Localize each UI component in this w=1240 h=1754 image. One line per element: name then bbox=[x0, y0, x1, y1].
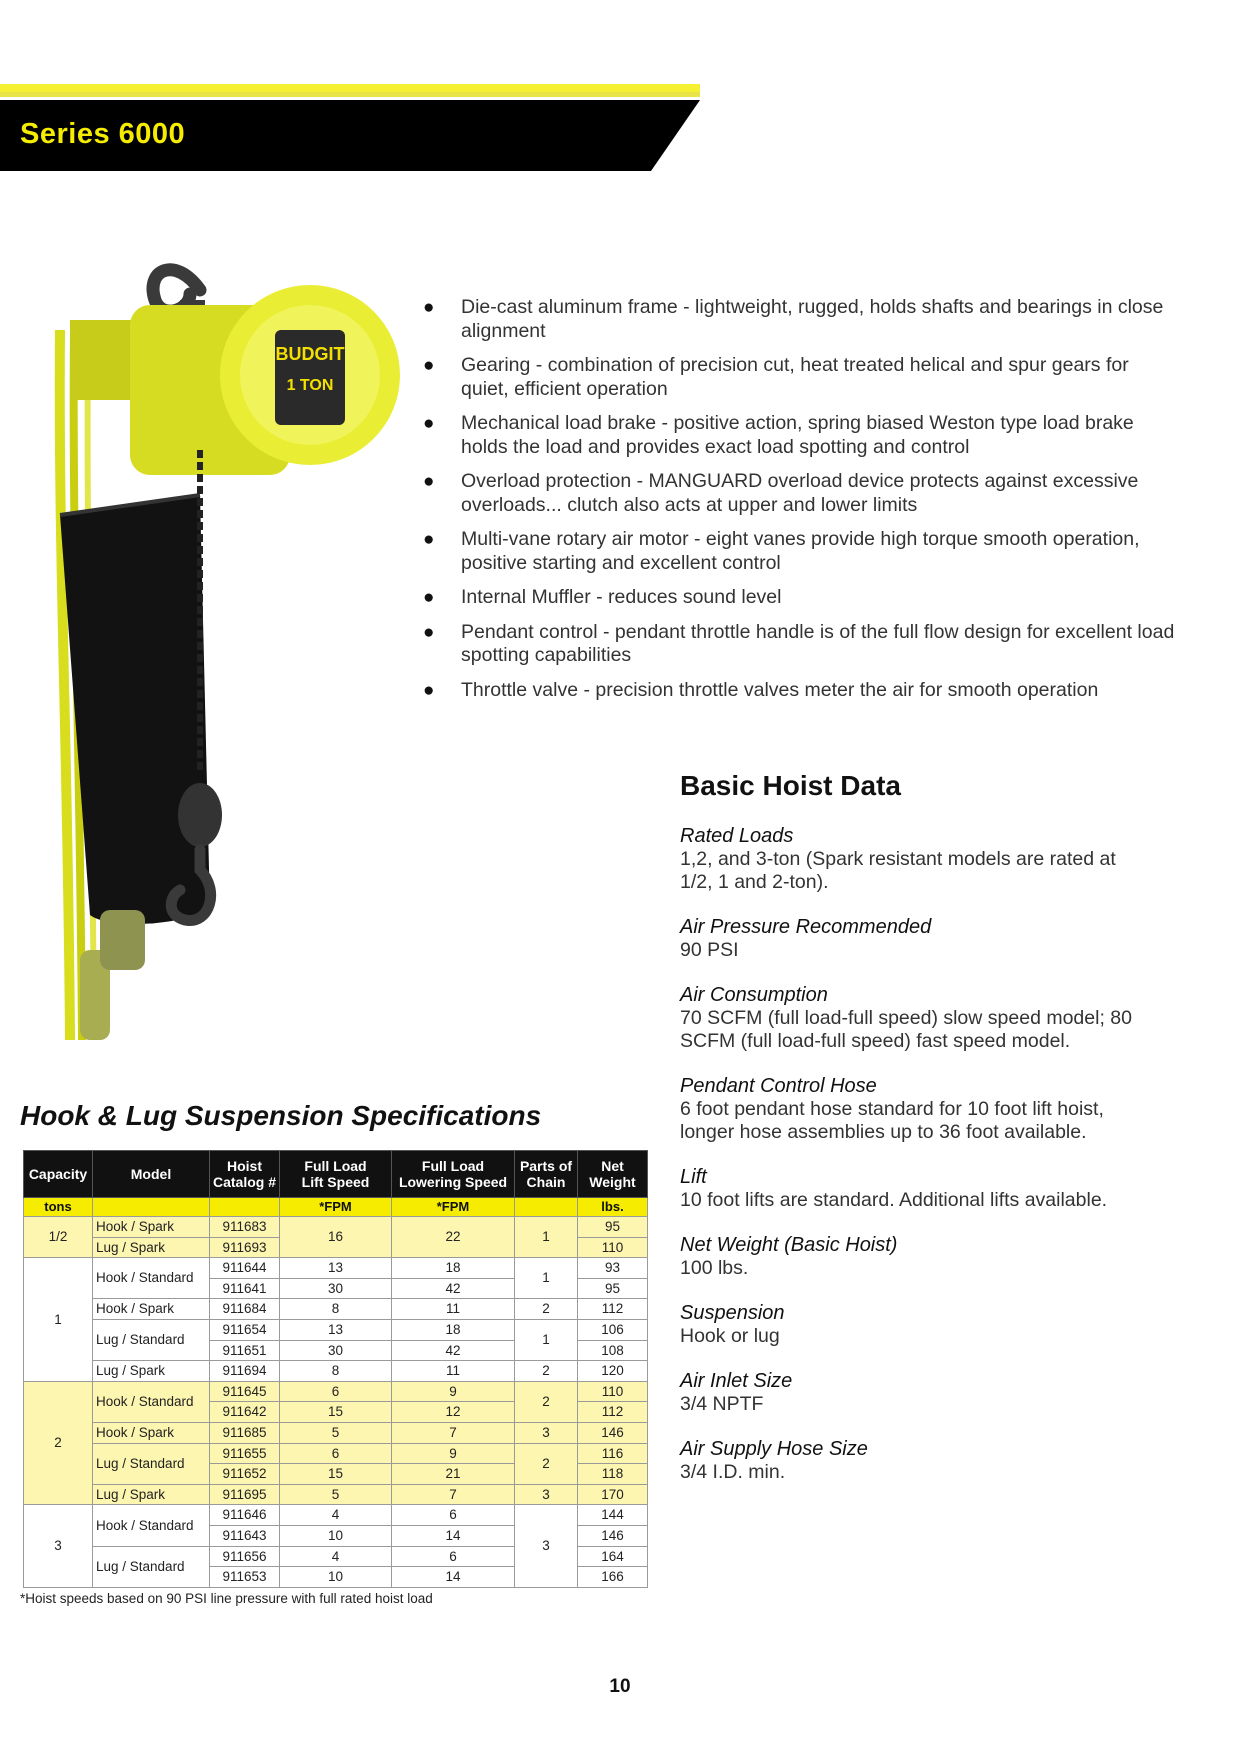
catalog-cell: 911653 bbox=[210, 1567, 280, 1588]
parts-cell: 2 bbox=[515, 1443, 578, 1484]
table-row bbox=[24, 1258, 648, 1279]
model-cell: Lug / Standard bbox=[93, 1319, 210, 1360]
data-item-lift: Lift 10 foot lifts are standard. Additional lifts available. bbox=[680, 1166, 1108, 1211]
group-one-ton bbox=[24, 1258, 648, 1382]
catalog-cell: 911651 bbox=[210, 1340, 280, 1361]
feature-item: ● Mechanical load brake - positive action, spring biased Weston type load brake holds the load and provides exact load spotting and control bbox=[423, 412, 1134, 458]
model-cell: Hook / Standard bbox=[93, 1381, 210, 1422]
table-row bbox=[24, 1299, 648, 1320]
weight-cell: 120 bbox=[578, 1361, 648, 1382]
group-two-ton bbox=[24, 1381, 648, 1505]
catalog-cell: 911656 bbox=[210, 1546, 280, 1567]
lower-cell: 11 bbox=[392, 1361, 515, 1382]
header-accent-line-2 bbox=[0, 92, 700, 97]
feature-item: ● Internal Muffler - reduces sound level bbox=[423, 586, 782, 608]
lower-cell: 11 bbox=[392, 1299, 515, 1320]
parts-cell: 1 bbox=[515, 1319, 578, 1360]
catalog-cell: 911643 bbox=[210, 1525, 280, 1546]
feature-item: ● Die-cast aluminum frame - lightweight, rugged, holds shafts and bearings in close alignment bbox=[423, 296, 1164, 342]
model-cell: Hook / Spark bbox=[93, 1217, 210, 1238]
catalog-cell: 911644 bbox=[210, 1258, 280, 1279]
parts-cell: 3 bbox=[515, 1422, 578, 1443]
catalog-cell: 911685 bbox=[210, 1422, 280, 1443]
lower-cell: 14 bbox=[392, 1567, 515, 1588]
weight-cell: 110 bbox=[578, 1381, 648, 1402]
feature-item: ● Pendant control - pendant throttle handle is of the full flow design for excellent load spotting capabilities bbox=[423, 620, 1175, 666]
lower-cell: 7 bbox=[392, 1422, 515, 1443]
weight-cell: 108 bbox=[578, 1340, 648, 1361]
lift-cell: 13 bbox=[280, 1319, 392, 1340]
lower-cell: 6 bbox=[392, 1546, 515, 1567]
lower-cell: 18 bbox=[392, 1258, 515, 1279]
bullet-icon: ● bbox=[423, 413, 435, 434]
lift-cell: 6 bbox=[280, 1381, 392, 1402]
col-lift-speed: Full Load Lift Speed bbox=[280, 1151, 392, 1198]
page-number: 10 bbox=[609, 1676, 631, 1697]
lift-cell: 10 bbox=[280, 1525, 392, 1546]
col-lowering-speed: Full Load Lowering Speed bbox=[392, 1151, 515, 1198]
hoist-badge: 1 TON bbox=[286, 377, 334, 394]
weight-cell: 164 bbox=[578, 1546, 648, 1567]
specs-table-wrapper bbox=[23, 1150, 648, 1588]
parts-cell: 3 bbox=[515, 1505, 578, 1587]
weight-cell: 146 bbox=[578, 1422, 648, 1443]
lift-cell: 8 bbox=[280, 1361, 392, 1382]
table-units-row bbox=[24, 1198, 648, 1217]
feature-list bbox=[415, 296, 1175, 713]
weight-cell: 110 bbox=[578, 1237, 648, 1258]
unit-weight: lbs. bbox=[578, 1198, 648, 1217]
lift-cell: 8 bbox=[280, 1299, 392, 1320]
unit-lower: *FPM bbox=[392, 1198, 515, 1217]
parts-cell: 2 bbox=[515, 1361, 578, 1382]
lower-cell: 9 bbox=[392, 1443, 515, 1464]
col-capacity: Capacity bbox=[24, 1151, 93, 1198]
data-item-air-consumption: Air Consumption 70 SCFM (full load-full speed) slow speed model; 80 SCFM (full load-full speed) fast speed model. bbox=[680, 984, 1132, 1052]
bullet-icon: ● bbox=[423, 355, 435, 376]
model-cell: Hook / Spark bbox=[93, 1299, 210, 1320]
data-item-air-pressure: Air Pressure Recommended 90 PSI bbox=[680, 916, 932, 961]
catalog-cell: 911645 bbox=[210, 1381, 280, 1402]
lift-cell: 30 bbox=[280, 1340, 392, 1361]
col-model: Model bbox=[93, 1151, 210, 1198]
lower-cell: 14 bbox=[392, 1525, 515, 1546]
weight-cell: 106 bbox=[578, 1319, 648, 1340]
bullet-icon: ● bbox=[423, 297, 435, 318]
lower-cell: 21 bbox=[392, 1464, 515, 1485]
data-item-suspension: Suspension Hook or lug bbox=[680, 1302, 785, 1347]
capacity-cell: 1/2 bbox=[24, 1217, 93, 1258]
table-row bbox=[24, 1484, 648, 1505]
col-catalog: Hoist Catalog # bbox=[210, 1151, 280, 1198]
catalog-cell: 911695 bbox=[210, 1484, 280, 1505]
catalog-cell: 911641 bbox=[210, 1278, 280, 1299]
feature-item: ● Throttle valve - precision throttle valves meter the air for smooth operation bbox=[423, 678, 1099, 701]
table-header-row bbox=[24, 1151, 648, 1198]
lift-cell: 30 bbox=[280, 1278, 392, 1299]
lift-cell: 4 bbox=[280, 1546, 392, 1567]
lift-cell: 4 bbox=[280, 1505, 392, 1526]
capacity-cell: 1 bbox=[24, 1258, 93, 1382]
bullet-icon: ● bbox=[423, 471, 435, 492]
hoist-brand: BUDGIT bbox=[275, 344, 345, 364]
table-row bbox=[24, 1443, 648, 1464]
parts-cell: 2 bbox=[515, 1299, 578, 1320]
table-row bbox=[24, 1319, 648, 1340]
catalog-cell: 911693 bbox=[210, 1237, 280, 1258]
lower-cell: 42 bbox=[392, 1340, 515, 1361]
model-cell: Hook / Spark bbox=[93, 1422, 210, 1443]
weight-cell: 144 bbox=[578, 1505, 648, 1526]
bullet-icon: ● bbox=[423, 529, 435, 550]
table-row bbox=[24, 1422, 648, 1443]
weight-cell: 170 bbox=[578, 1484, 648, 1505]
lift-cell: 5 bbox=[280, 1422, 392, 1443]
lower-cell: 42 bbox=[392, 1278, 515, 1299]
parts-cell: 3 bbox=[515, 1484, 578, 1505]
table-row bbox=[24, 1217, 648, 1238]
weight-cell: 146 bbox=[578, 1525, 648, 1546]
catalog-cell: 911654 bbox=[210, 1319, 280, 1340]
group-three-ton bbox=[24, 1505, 648, 1587]
lift-cell: 13 bbox=[280, 1258, 392, 1279]
feature-item: ● Multi-vane rotary air motor - eight vanes provide high torque smooth operation, positive starting and excellent control bbox=[423, 528, 1140, 574]
parts-cell: 2 bbox=[515, 1381, 578, 1422]
weight-cell: 166 bbox=[578, 1567, 648, 1588]
lift-cell: 10 bbox=[280, 1567, 392, 1588]
catalog-cell: 911646 bbox=[210, 1505, 280, 1526]
lower-cell: 12 bbox=[392, 1402, 515, 1423]
table-row bbox=[24, 1361, 648, 1382]
catalog-cell: 911642 bbox=[210, 1402, 280, 1423]
header-accent-line bbox=[0, 84, 700, 92]
model-cell: Lug / Spark bbox=[93, 1361, 210, 1382]
lower-cell: 6 bbox=[392, 1505, 515, 1526]
model-cell: Lug / Spark bbox=[93, 1484, 210, 1505]
table-row bbox=[24, 1505, 648, 1526]
catalog-cell: 911684 bbox=[210, 1299, 280, 1320]
unit-parts bbox=[515, 1198, 578, 1217]
bullet-icon: ● bbox=[423, 679, 435, 701]
lift-cell: 16 bbox=[280, 1217, 392, 1258]
unit-model bbox=[93, 1198, 210, 1217]
basic-hoist-data-title: Basic Hoist Data bbox=[680, 770, 901, 801]
catalog-cell: 911694 bbox=[210, 1361, 280, 1382]
col-net-weight: Net Weight bbox=[578, 1151, 648, 1198]
col-parts-of-chain: Parts of Chain bbox=[515, 1151, 578, 1198]
hoist-illustration bbox=[30, 250, 430, 1050]
table-row bbox=[24, 1381, 648, 1402]
feature-item: ● Gearing - combination of precision cut, heat treated helical and spur gears for quiet, efficient operation bbox=[423, 354, 1129, 400]
model-cell: Hook / Standard bbox=[93, 1505, 210, 1546]
weight-cell: 112 bbox=[578, 1299, 648, 1320]
weight-cell: 93 bbox=[578, 1258, 648, 1279]
lift-cell: 15 bbox=[280, 1464, 392, 1485]
parts-cell: 1 bbox=[515, 1258, 578, 1299]
unit-lift: *FPM bbox=[280, 1198, 392, 1217]
basic-hoist-data bbox=[680, 825, 1150, 1506]
weight-cell: 112 bbox=[578, 1402, 648, 1423]
capacity-cell: 2 bbox=[24, 1381, 93, 1505]
weight-cell: 118 bbox=[578, 1464, 648, 1485]
lift-cell: 15 bbox=[280, 1402, 392, 1423]
group-half-ton bbox=[24, 1217, 648, 1258]
catalog-cell: 911652 bbox=[210, 1464, 280, 1485]
data-item-air-inlet: Air Inlet Size 3/4 NPTF bbox=[680, 1370, 793, 1415]
unit-capacity: tons bbox=[24, 1198, 93, 1217]
model-cell: Hook / Standard bbox=[93, 1258, 210, 1299]
weight-cell: 95 bbox=[578, 1278, 648, 1299]
data-item-rated-loads: Rated Loads 1,2, and 3-ton (Spark resistant models are rated at 1/2, 1 and 2-ton). bbox=[680, 825, 1116, 893]
catalog-cell: 911655 bbox=[210, 1443, 280, 1464]
page-title: Series 6000 bbox=[20, 118, 186, 150]
weight-cell: 95 bbox=[578, 1217, 648, 1238]
unit-catalog bbox=[210, 1198, 280, 1217]
parts-cell: 1 bbox=[515, 1217, 578, 1258]
lower-cell: 7 bbox=[392, 1484, 515, 1505]
lower-cell: 9 bbox=[392, 1381, 515, 1402]
weight-cell: 116 bbox=[578, 1443, 648, 1464]
bullet-icon: ● bbox=[423, 621, 435, 643]
data-item-net-weight: Net Weight (Basic Hoist) 100 lbs. bbox=[680, 1234, 898, 1279]
data-item-pendant-hose: Pendant Control Hose 6 foot pendant hose standard for 10 foot lift hoist, longer hose assemblies up to 36 foot available. bbox=[680, 1075, 1104, 1143]
lower-cell: 22 bbox=[392, 1217, 515, 1258]
specs-title: Hook & Lug Suspension Specifications bbox=[20, 1100, 542, 1131]
catalog-cell: 911683 bbox=[210, 1217, 280, 1238]
capacity-cell: 3 bbox=[24, 1505, 93, 1587]
data-item-air-supply-hose: Air Supply Hose Size 3/4 I.D. min. bbox=[680, 1438, 868, 1483]
lower-cell: 18 bbox=[392, 1319, 515, 1340]
model-cell: Lug / Spark bbox=[93, 1237, 210, 1258]
table-footnote: *Hoist speeds based on 90 PSI line pressure with full rated hoist load bbox=[20, 1591, 433, 1606]
specs-table bbox=[23, 1150, 648, 1588]
model-cell: Lug / Standard bbox=[93, 1546, 210, 1587]
model-cell: Lug / Standard bbox=[93, 1443, 210, 1484]
feature-item: ● Overload protection - MANGUARD overload device protects against excessive overloads... clutch also acts at upper and lower limits bbox=[423, 470, 1139, 516]
lift-cell: 6 bbox=[280, 1443, 392, 1464]
bullet-icon: ● bbox=[423, 587, 435, 608]
lift-cell: 5 bbox=[280, 1484, 392, 1505]
